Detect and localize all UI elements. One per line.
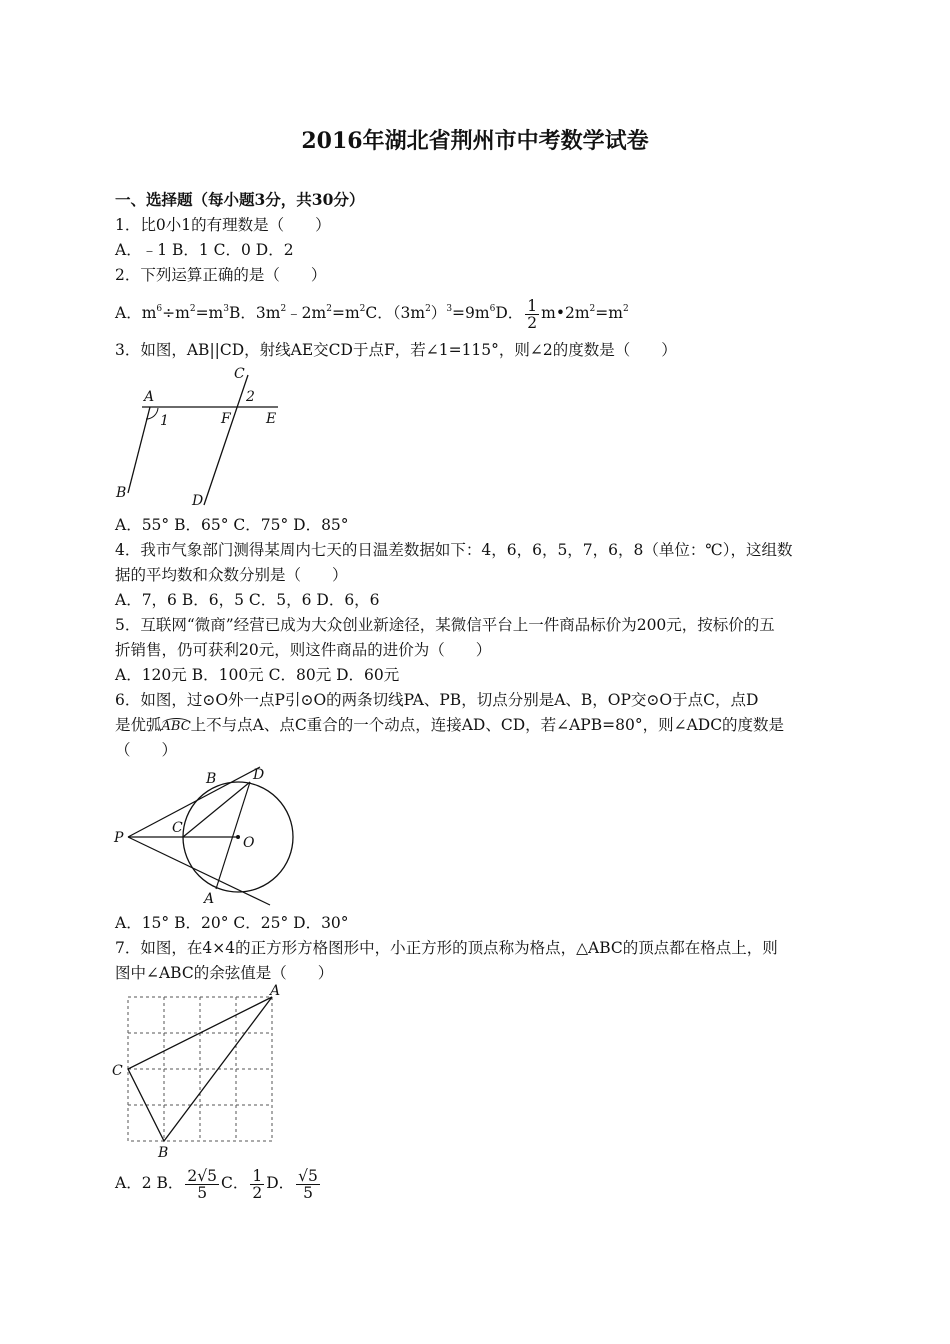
q6-line1: 6．如图，过⊙O外一点P引⊙O的两条切线PA、PB，切点分别是A、B，OP交⊙O于点C，点D (115, 691, 759, 709)
section-heading: 一、选择题（每小题3分，共30分） (115, 190, 365, 209)
q1-stem: 1．比0小1的有理数是（ ） (115, 216, 331, 234)
label-e: E (266, 411, 277, 427)
q7-options: A．2 B． $\frac{2√5}{5}$ C． $\frac{1}{2}$ D． $\frac{√5}{5}$ (115, 1166, 318, 1202)
q2-stem: 2．下列运算正确的是（ ） (115, 266, 327, 284)
label-1: 1 (160, 413, 169, 429)
grid (128, 997, 272, 1141)
q5-line2: 折销售，仍可获利20元，则这件商品的进价为（ ） (115, 641, 492, 659)
page-title: 2016年湖北省荆州市中考数学试卷 (301, 128, 649, 154)
q1-options: A．﹣1 B．1 C．0 D．2 (115, 241, 294, 259)
line-cd (204, 375, 248, 505)
fraction: $\frac{1}{2}$ (527, 296, 538, 332)
label-2: 2 (246, 389, 255, 405)
label-b: B (116, 485, 127, 501)
q3-figure (110, 365, 285, 510)
q4-options: A．7，6 B．6，5 C．5，6 D．6，6 (115, 591, 380, 609)
label-a: A (204, 891, 215, 907)
q6-figure (110, 765, 300, 910)
label-d: D (253, 767, 265, 783)
q3-options: A．55° B．65° C．75° D．85° (115, 516, 349, 534)
q4-line1: 4．我市气象部门测得某周内七天的日温差数据如下：4，6，6，5，7，6，8（单位：℃），这组数 (115, 541, 793, 559)
q4-line2: 据的平均数和众数分别是（ ） (115, 566, 348, 584)
q2-options: A．$m^6\div m^2=m^3B$．$3m^2﹣2m^2=m^2C$．$(3m^2)^3=9m^6D$． $\frac{1}{2}$ $m•2m^2=m^2$ (115, 296, 629, 332)
arc-abc: ABC (161, 719, 191, 734)
q6-options: A．15° B．20° C．25° D．30° (115, 914, 349, 932)
label-b: B (158, 1145, 169, 1161)
q6-line2: 是优弧ABC上不与点A、点C重合的一个动点，连接AD、CD，若∠APB=80°，则∠ADC的度数是 (115, 716, 785, 734)
label-a: A (144, 389, 155, 405)
q5-line1: 5．互联网“微商”经营已成为大众创业新途径，某微信平台上一件商品标价为200元，按标价的五 (115, 616, 775, 634)
fraction-d: $\frac{√5}{5}$ (298, 1166, 318, 1202)
q7-figure (110, 985, 290, 1160)
tangent-pb (128, 767, 260, 837)
label-f: F (221, 411, 231, 427)
q5-options: A．120元 B．100元 C．80元 D．60元 (115, 666, 400, 684)
fraction-b: $\frac{2√5}{5}$ (187, 1166, 217, 1202)
label-p: P (114, 830, 124, 846)
label-c: C (112, 1063, 123, 1079)
label-b: B (206, 771, 217, 787)
q6-line3: （ ） (115, 741, 178, 759)
label-d: D (192, 493, 204, 509)
label-c: C (234, 366, 245, 382)
q7-line1: 7．如图，在4×4的正方形方格图形中，小正方形的顶点称为格点，△ABC的顶点都在格点上，则 (115, 939, 778, 957)
q7-line2: 图中∠ABC的余弦值是（ ） (115, 964, 334, 982)
q3-stem: 3．如图，AB||CD，射线AE交CD于点F，若∠1=115°，则∠2的度数是（ ） (115, 341, 677, 359)
line-ab (128, 407, 150, 493)
label-o: O (243, 835, 255, 851)
label-c: C (172, 820, 183, 836)
fraction-c: $\frac{1}{2}$ (252, 1166, 263, 1202)
label-a: A (270, 983, 281, 999)
center-point (236, 835, 240, 839)
